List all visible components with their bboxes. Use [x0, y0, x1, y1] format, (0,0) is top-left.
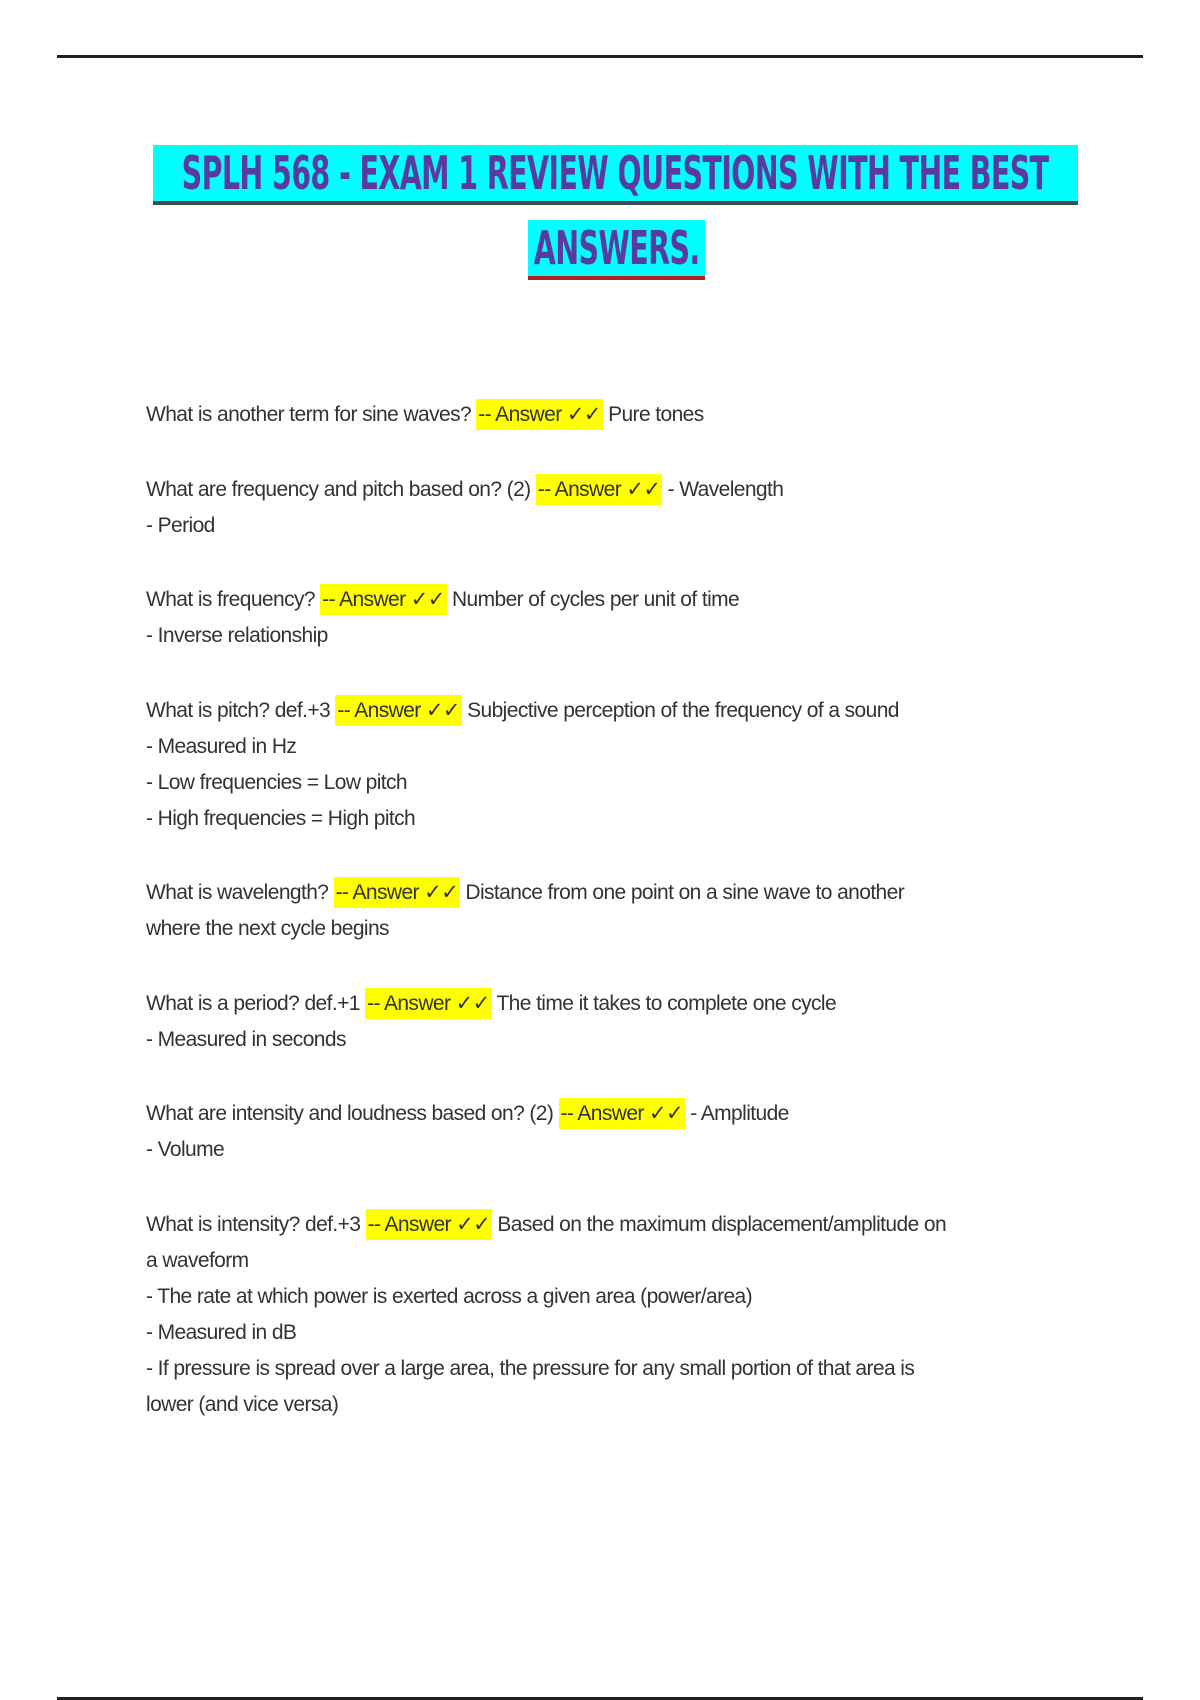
qa-item-6	[146, 986, 1096, 1058]
qa-item-2	[146, 472, 1096, 544]
title-text-1: SPLH 568 - EXAM 1 REVIEW QUESTIONS WITH THE BEST	[182, 146, 1049, 200]
answer-text: Distance from one point on a sine wave to another	[465, 881, 905, 904]
qa-item-5	[146, 875, 1096, 947]
document-title-line-1	[153, 145, 1078, 205]
question-text: What is intensity? def.+3	[146, 1213, 361, 1236]
qa-first-line	[146, 397, 1096, 433]
answer-text: - Amplitude	[690, 1102, 789, 1125]
question-text: What is a period? def.+1	[146, 992, 360, 1015]
title-text-2: ANSWERS.	[533, 221, 700, 275]
qa-item-1	[146, 397, 1096, 433]
question-text: What is pitch? def.+3	[146, 699, 331, 722]
answer-marker: -- Answer ✓✓	[334, 877, 461, 908]
answer-continuation: - Low frequencies = Low pitch	[146, 771, 408, 794]
answer-continuation: a waveform	[146, 1249, 249, 1272]
answer-marker: -- Answer ✓✓	[536, 474, 663, 505]
qa-first-line	[146, 582, 1096, 618]
answer-marker: -- Answer ✓✓	[476, 399, 603, 430]
qa-item-3	[146, 582, 1096, 654]
qa-first-line	[146, 1207, 1096, 1243]
answer-marker: -- Answer ✓✓	[335, 695, 462, 726]
question-text: What is another term for sine waves?	[146, 403, 472, 426]
answer-continuation: - The rate at which power is exerted across a given area (power/area)	[146, 1285, 753, 1308]
qa-item-4	[146, 693, 1096, 837]
document-title-line-2	[528, 220, 705, 280]
qa-first-line	[146, 986, 1096, 1022]
answer-marker: -- Answer ✓✓	[366, 1209, 493, 1240]
answer-continuation: - Measured in Hz	[146, 735, 297, 758]
answer-marker: -- Answer ✓✓	[365, 988, 492, 1019]
answer-text: Subjective perception of the frequency of a sound	[467, 699, 899, 722]
answer-continuation: lower (and vice versa)	[146, 1393, 339, 1416]
answer-continuation: - Period	[146, 514, 215, 537]
answer-text: Pure tones	[608, 403, 704, 426]
question-text: What is wavelength?	[146, 881, 329, 904]
qa-first-line	[146, 472, 1096, 508]
answer-text: - Wavelength	[667, 478, 784, 501]
answer-continuation: - Measured in seconds	[146, 1028, 346, 1051]
qa-first-line	[146, 1096, 1096, 1132]
qa-first-line	[146, 693, 1096, 729]
question-text: What are intensity and loudness based on? (2)	[146, 1102, 554, 1125]
qa-item-7	[146, 1096, 1096, 1168]
header-rule	[57, 55, 1143, 58]
answer-text: The time it takes to complete one cycle	[496, 992, 837, 1015]
answer-continuation: - If pressure is spread over a large area, the pressure for any small portion of that area is	[146, 1357, 915, 1380]
qa-first-line	[146, 875, 1096, 911]
answer-marker: -- Answer ✓✓	[559, 1098, 686, 1129]
answer-text: Number of cycles per unit of time	[451, 588, 740, 611]
answer-continuation: - High frequencies = High pitch	[146, 807, 416, 830]
answer-text: Based on the maximum displacement/amplitude on	[497, 1213, 947, 1236]
answer-continuation: - Volume	[146, 1138, 225, 1161]
answer-continuation: - Measured in dB	[146, 1321, 297, 1344]
answer-continuation: - Inverse relationship	[146, 624, 328, 647]
qa-item-8	[146, 1207, 1096, 1423]
question-text: What is frequency?	[146, 588, 315, 611]
answer-continuation: where the next cycle begins	[146, 917, 389, 940]
question-text: What are frequency and pitch based on? (2)	[146, 478, 531, 501]
answer-marker: -- Answer ✓✓	[320, 584, 447, 615]
